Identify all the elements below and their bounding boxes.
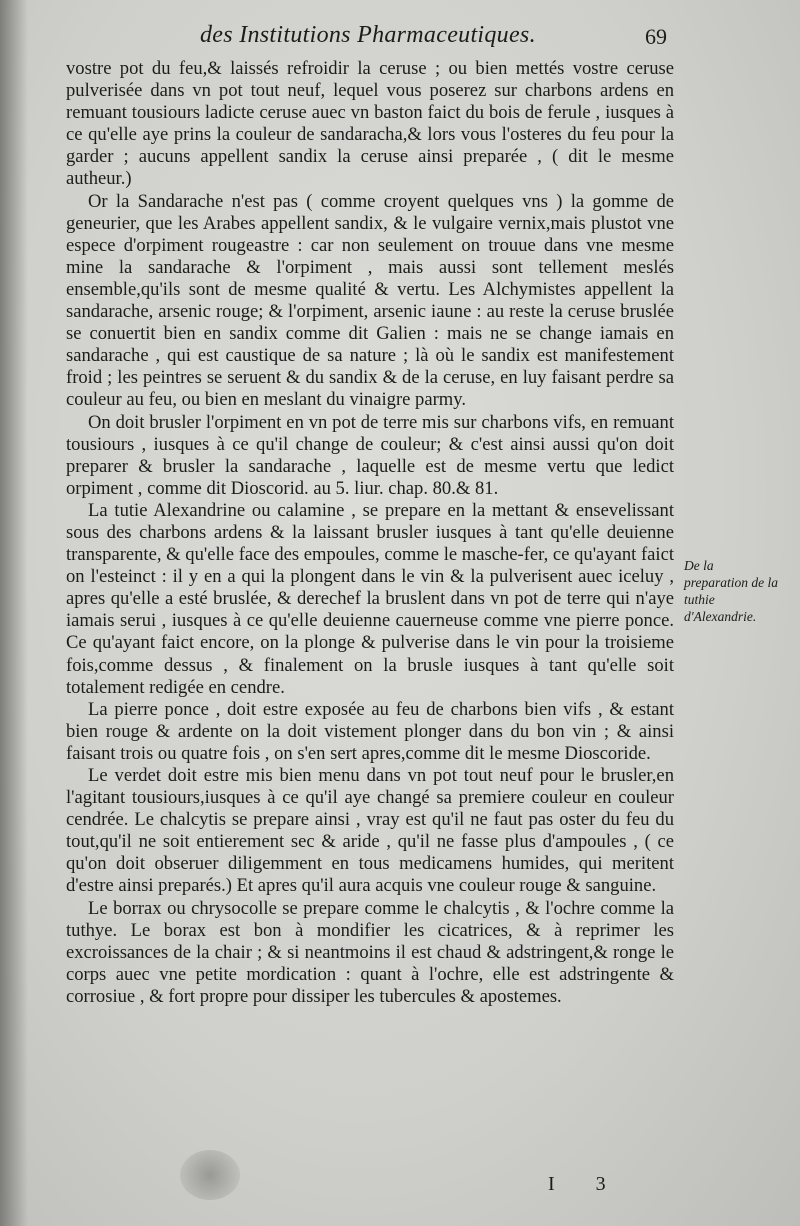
page-number: 69	[645, 24, 667, 49]
paragraph: On doit brusler l'orpiment en vn pot de terre mis sur charbons vifs, en remuant tousiours , iusques à ce qu'il change de couleur; & c'est ainsi aussi qu'on doit preparer & brusler la sandarache , laquelle est de mesme vertu que ledict orpiment , comme dit Dioscorid. au 5. liur. chap. 80.& 81.	[66, 411, 674, 499]
body-text	[66, 58, 674, 1008]
paragraph: Le borrax ou chrysocolle se prepare comme le chalcytis , & l'ochre comme la tuthye. Le borax est bon à mondifier les cicatrices, & à reprimer les excroissances de la chair ; & si neantmoins il est chaud & adstringent,& ronge le corps auec vne petite mordication : quant à l'ochre, elle est adstringente & corrosiue , & fort propre pour dissiper les tubercules & apostemes.	[66, 897, 674, 1007]
paragraph: La tutie Alexandrine ou calamine , se prepare en la mettant & ensevelissant sous des charbons ardens & la laissant brusler iusques à tant qu'elle deuienne transparente, & qu'elle face des empoules, comme le masche-fer, ce qu'ayant faict on l'esteinct : il y en a qui la plongent dans le vin & la pulverisent auec iceluy , apres qu'elle a esté bruslée, & derechef la bruslent dans vn pot de terre qui n'aye iamais serui , iusques à ce qu'elle deuienne cauerneuse comme vne pierre ponce. Ce qu'ayant faict encore, on la plonge & pulverise dans le vin pour la troisieme fois,comme dessus , & finalement on la brusle iusques à tant qu'elle soit totalement redigée en cendre.	[66, 499, 674, 698]
margin-note: De la preparation de la tuthie d'Alexandrie.	[684, 558, 778, 624]
paragraph: vostre pot du feu,& laissés refroidir la ceruse ; ou bien mettés vostre ceruse pulverisée dans vn pot tout neuf, lequel vous poserez sur charbons ardens en remuant tousiours ladicte ceruse auec vn baston faict du bois de ferule , iusques à ce qu'elle aye prins la couleur de sandaracha,& lors vous l'osteres du feu pour la garder ; aucuns appellent sandix la ceruse ainsi preparée , ( dit le mesme autheur.)	[66, 58, 674, 190]
running-title: des Institutions Pharmaceutiques.	[200, 22, 536, 48]
paragraph: Le verdet doit estre mis bien menu dans vn pot tout neuf pour le brusler,en l'agitant tousiours,iusques à ce qu'il aye changé sa premiere couleur en couleur cendrée. Le chalcytis se prepare ainsi , vray est qu'il ne faut pas oster du feu du tout,qu'il ne soit entierement sec & aride , qu'il ne fasse plus d'ampoules , ( ce qu'on doit obseruer diligemment en tous medicamens humides, qui meritent d'estre ainsi preparés.) Et apres qu'il aura acquis vne couleur rouge & sanguine.	[66, 765, 674, 897]
signature-mark: I 3	[548, 1173, 624, 1195]
paragraph: Or la Sandarache n'est pas ( comme croyent quelques vns ) la gomme de geneurier, que les Arabes appellent sandix, & le vulgaire vernix,mais plustot vne espece d'orpiment rougeastre : car non seulement on trouue dans vne mesme mine la sandarache & l'orpiment , mais aussi sont tellement meslés ensemble,qu'ils sont de mesme qualité & vertu. Les Alchymistes appellent la sandarache, arsenic rouge; & l'orpiment, arsenic iaune : au reste la ceruse bruslée se conuertit bien en sandix comme dit Galien : mais ne se change iamais en sandarache , qui est caustique de sa nature ; là où le sandix est manifestement froid ; les peintres se seruent & du sandix & de la ceruse, en luy faisant perdre sa couleur au feu, ou bien en meslant du vinaigre parmy.	[66, 190, 674, 411]
ink-stain	[180, 1150, 240, 1200]
paragraph: La pierre ponce , doit estre exposée au feu de charbons bien vifs , & estant bien rouge & ardente on la doit vistement plonger dans du bon vin ; & ainsi faisant trois ou quatre fois , on s'en sert apres,comme dit le mesme Dioscoride.	[66, 698, 674, 764]
gutter-shadow	[0, 0, 28, 1226]
